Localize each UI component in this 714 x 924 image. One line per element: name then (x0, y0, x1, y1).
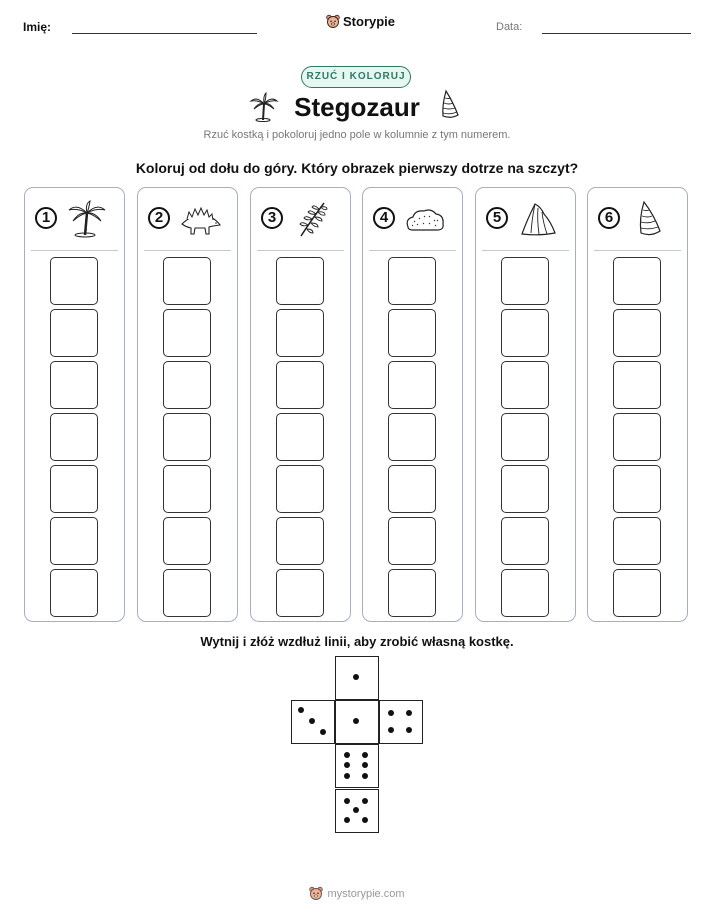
column-number: 6 (598, 207, 620, 229)
column-number: 1 (35, 207, 57, 229)
color-box[interactable] (388, 309, 436, 357)
color-box[interactable] (501, 569, 549, 617)
color-box[interactable] (163, 517, 211, 565)
race-column-4 (362, 187, 463, 622)
rock-mountain-icon (517, 200, 559, 238)
color-box[interactable] (501, 309, 549, 357)
color-box[interactable] (50, 257, 98, 305)
color-box[interactable] (613, 465, 661, 513)
color-box[interactable] (501, 465, 549, 513)
color-box[interactable] (501, 361, 549, 409)
color-box[interactable] (276, 413, 324, 461)
color-box[interactable] (388, 517, 436, 565)
race-column-3 (250, 187, 351, 622)
dice-face-1[interactable] (335, 700, 379, 744)
footer-url[interactable]: mystorypie.com (327, 887, 405, 900)
spiral-shell-icon (437, 89, 463, 121)
color-box[interactable] (276, 257, 324, 305)
color-box[interactable] (613, 257, 661, 305)
color-box[interactable] (388, 465, 436, 513)
color-box[interactable] (163, 413, 211, 461)
column-number: 3 (261, 207, 283, 229)
color-box[interactable] (50, 361, 98, 409)
color-box[interactable] (613, 361, 661, 409)
color-box[interactable] (276, 465, 324, 513)
color-box[interactable] (613, 309, 661, 357)
color-box[interactable] (613, 569, 661, 617)
page-title: Stegozaur (294, 92, 420, 122)
color-box[interactable] (163, 569, 211, 617)
race-column-6 (587, 187, 688, 622)
color-box[interactable] (388, 413, 436, 461)
dice-face-1[interactable] (335, 656, 379, 700)
color-box[interactable] (276, 361, 324, 409)
color-box[interactable] (50, 413, 98, 461)
spiral-shell-icon (629, 200, 671, 238)
race-column-2 (137, 187, 238, 622)
activity-badge: RZUĆ I KOLORUJ (301, 66, 411, 88)
column-number: 5 (486, 207, 508, 229)
color-box[interactable] (163, 309, 211, 357)
brand-logo (326, 14, 395, 29)
dice-face-5[interactable] (335, 789, 379, 833)
color-box[interactable] (50, 465, 98, 513)
cut-instruction: Wytnij i złóż wzdłuż linii, aby zrobić własną kostkę. (200, 634, 514, 649)
race-column-1 (24, 187, 125, 622)
color-box[interactable] (388, 361, 436, 409)
palm-tree-icon (66, 200, 108, 238)
color-box[interactable] (501, 413, 549, 461)
page-subtitle: Rzuć kostką i pokoloruj jedno pole w kolumnie z tym numerem. (203, 129, 511, 141)
bush-icon (404, 200, 446, 238)
color-box[interactable] (163, 465, 211, 513)
color-box[interactable] (163, 361, 211, 409)
instruction-text: Koloruj od dołu do góry. Który obrazek pierwszy dotrze na szczyt? (135, 160, 579, 176)
race-column-5 (475, 187, 576, 622)
color-box[interactable] (276, 517, 324, 565)
color-box[interactable] (50, 569, 98, 617)
color-box[interactable] (388, 569, 436, 617)
column-number: 4 (373, 207, 395, 229)
dice-face-6[interactable] (335, 744, 379, 788)
color-box[interactable] (613, 413, 661, 461)
fern-leaf-icon (292, 200, 334, 238)
dice-face-4[interactable] (379, 700, 423, 744)
color-box[interactable] (501, 517, 549, 565)
name-label: Imię: (23, 20, 52, 34)
color-box[interactable] (501, 257, 549, 305)
column-number: 2 (148, 207, 170, 229)
date-field-line[interactable] (542, 33, 691, 34)
brand-name: Storypie (343, 14, 396, 29)
color-box[interactable] (388, 257, 436, 305)
bear-logo-icon (326, 14, 340, 29)
color-box[interactable] (276, 569, 324, 617)
color-box[interactable] (613, 517, 661, 565)
color-box[interactable] (50, 309, 98, 357)
date-label: Data: (496, 21, 523, 33)
stegosaurus-icon (179, 200, 221, 238)
color-box[interactable] (50, 517, 98, 565)
color-box[interactable] (163, 257, 211, 305)
dice-face-3[interactable] (291, 700, 335, 744)
color-box[interactable] (276, 309, 324, 357)
bear-logo-icon (309, 886, 323, 901)
footer (0, 886, 714, 901)
name-field-line[interactable] (72, 33, 257, 34)
